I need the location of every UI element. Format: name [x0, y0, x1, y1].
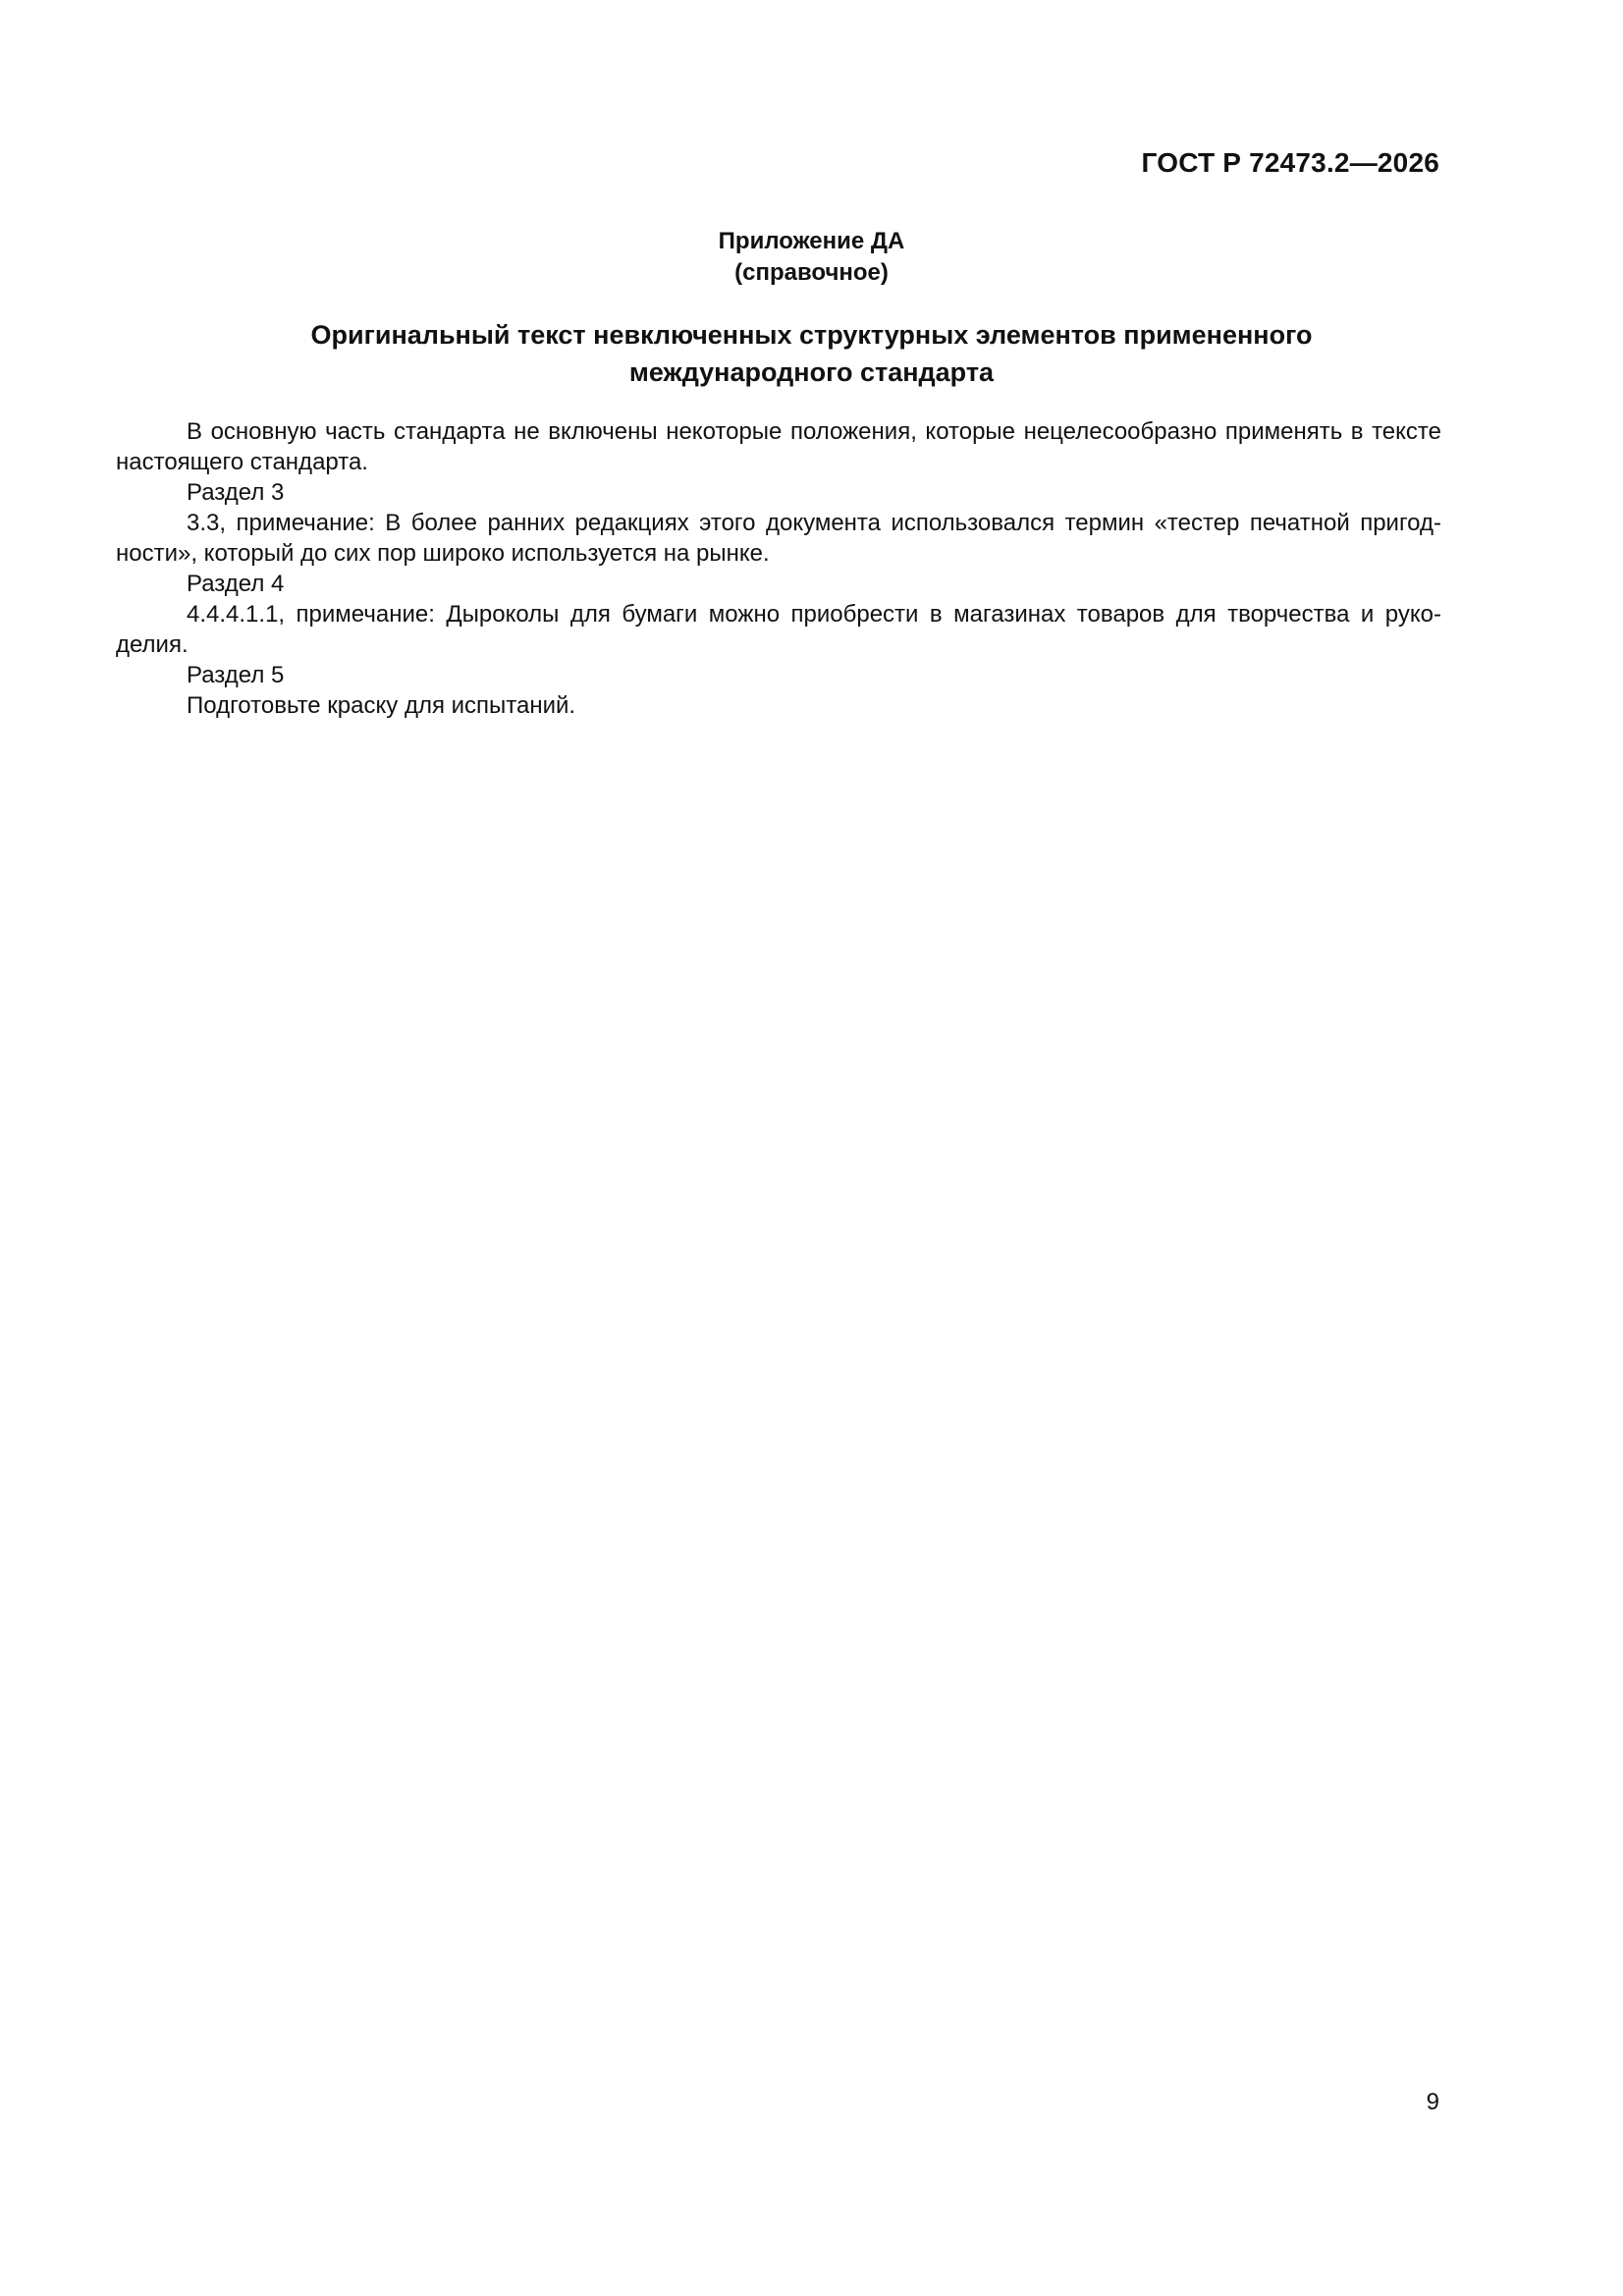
- section-label-3: Раздел 3: [187, 479, 285, 506]
- body-text: [116, 416, 1441, 721]
- document-code: ГОСТ Р 72473.2—2026: [1141, 147, 1439, 178]
- paragraph-note-3-3: 3.3, примечание: В более ранних редакциях этого документа использовался термин «тестер печатной пригодности», который до сих пор широко используется на рынке.: [116, 510, 1441, 567]
- annex-label: Приложение ДА: [718, 228, 905, 254]
- paragraph-intro: В основную часть стандарта не включены некоторые положения, которые нецелесообразно применять в тексте настоящего стандарта.: [116, 418, 1441, 475]
- annex-title-line-2: международного стандарта: [628, 357, 995, 387]
- page-number: 9: [1426, 2089, 1439, 2115]
- paragraph-note-4-4-4-1-1: 4.4.4.1.1, примечание: Дыроколы для бумаги можно приобрести в магазинах товаров для творчества и рукоделия.: [116, 601, 1441, 658]
- section-label-5: Раздел 5: [187, 662, 285, 688]
- annex-heading: [0, 226, 1623, 289]
- section-label-4: Раздел 4: [187, 571, 285, 597]
- annex-title: [0, 316, 1623, 391]
- annex-status: (справочное): [734, 259, 889, 286]
- annex-title-line-1: Оригинальный текст невключенных структурных элементов примененного: [310, 320, 1313, 350]
- paragraph-section-5: Подготовьте краску для испытаний.: [187, 692, 576, 719]
